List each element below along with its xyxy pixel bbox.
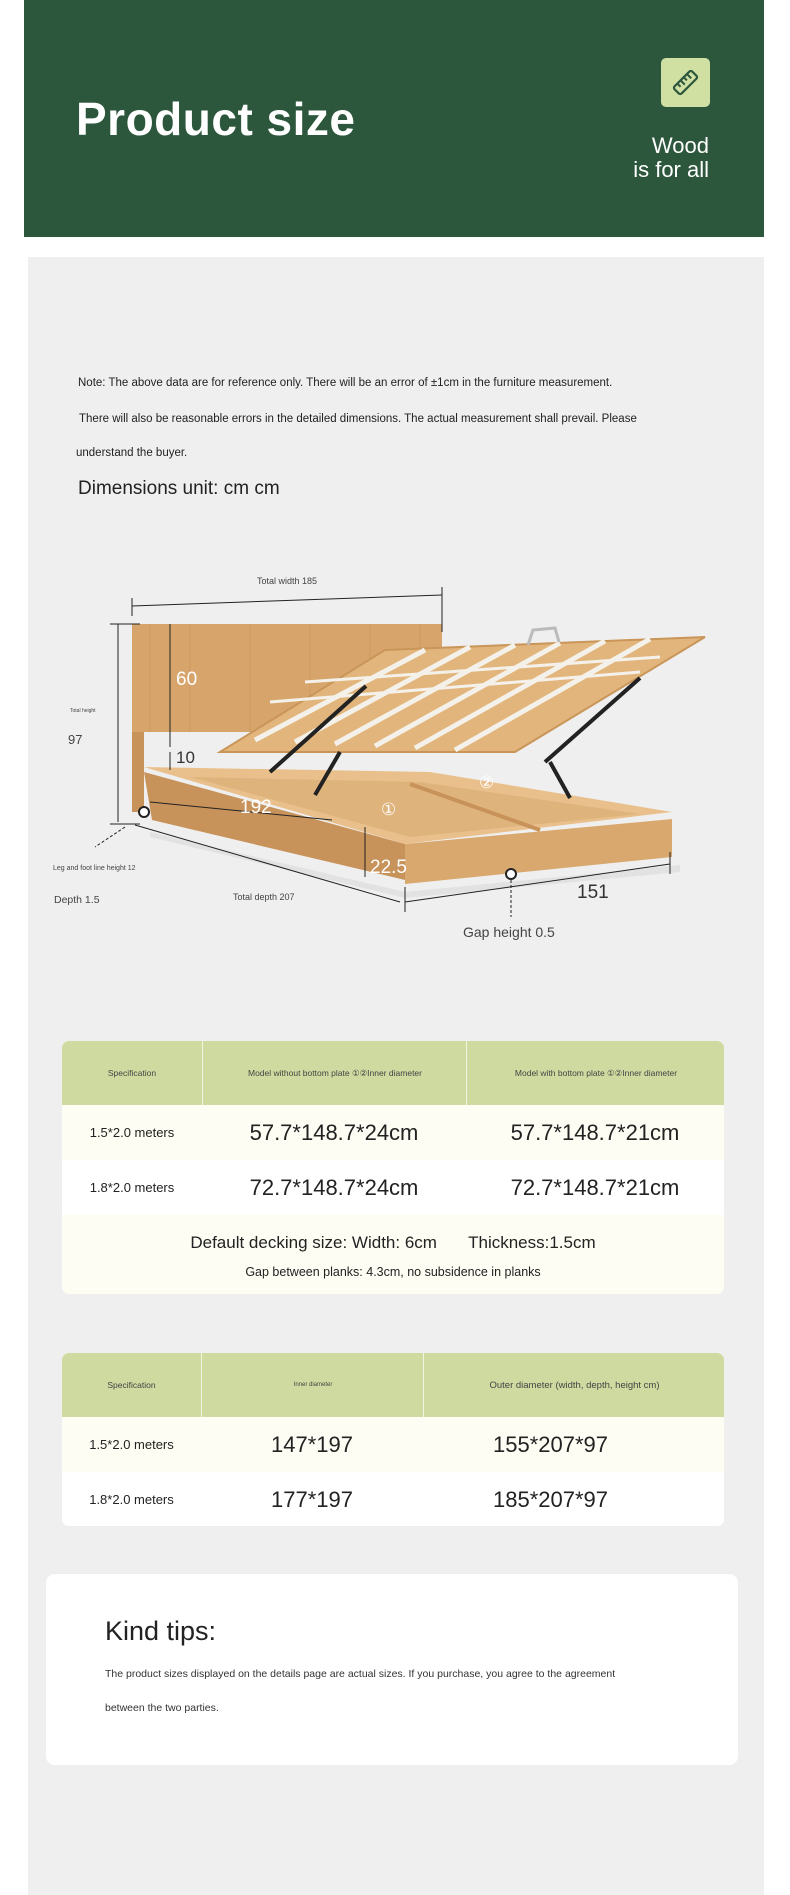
header-specification: Specification bbox=[107, 1380, 156, 1390]
row-spec: 1.5*2.0 meters bbox=[89, 1437, 174, 1452]
decking-size-line bbox=[62, 1233, 724, 1253]
table-row bbox=[62, 1105, 724, 1160]
kind-tips-card bbox=[46, 1574, 738, 1765]
tagline-line-1: Wood bbox=[651, 133, 709, 158]
header-with-bottom-plate: Model with bottom plate ①②Inner diameter bbox=[466, 1041, 724, 1105]
note-line-2: There will also be reasonable errors in the detailed dimensions. The actual measurement shall prevail. Please bbox=[79, 413, 637, 425]
page-title: Product size bbox=[76, 93, 356, 145]
row-spec: 1.8*2.0 meters bbox=[89, 1492, 174, 1507]
row-inner: 147*197 bbox=[271, 1431, 353, 1457]
table-row bbox=[62, 1472, 724, 1526]
table-header bbox=[62, 1041, 724, 1105]
row-outer: 185*207*97 bbox=[492, 1486, 608, 1512]
bed-length-label: 192 bbox=[240, 797, 272, 818]
tips-title: Kind tips: bbox=[105, 1616, 217, 1646]
bed-width-label: 151 bbox=[577, 882, 609, 903]
header-outer-diameter: Outer diameter (width, depth, height cm) bbox=[423, 1353, 724, 1417]
headboard-height-label: 60 bbox=[176, 669, 198, 690]
decking-size: Default decking size: Width: 6cm bbox=[190, 1233, 437, 1252]
row-spec: 1.5*2.0 meters bbox=[89, 1125, 175, 1140]
row-without-plate: 57.7*148.7*24cm bbox=[249, 1119, 419, 1145]
header-banner bbox=[24, 0, 764, 237]
side-height-label: 22.5 bbox=[370, 857, 407, 878]
decking-thickness: Thickness:1.5cm bbox=[468, 1233, 596, 1252]
compartment-2-label: ② bbox=[479, 773, 495, 792]
ruler-icon bbox=[661, 58, 710, 107]
total-width-label: Total width 185 bbox=[257, 576, 318, 586]
tagline-line-2: is for all bbox=[633, 157, 709, 182]
header-specification: Specification bbox=[107, 1068, 157, 1078]
brand-tagline bbox=[633, 134, 709, 182]
row-without-plate: 72.7*148.7*24cm bbox=[249, 1174, 419, 1200]
row-with-plate: 57.7*148.7*21cm bbox=[510, 1119, 680, 1145]
header-without-bottom-plate: Model without bottom plate ①②Inner diameter bbox=[202, 1041, 467, 1105]
row-with-plate: 72.7*148.7*21cm bbox=[510, 1174, 680, 1200]
plank-gap-note: Gap between planks: 4.3cm, no subsidence in planks bbox=[245, 1265, 541, 1279]
total-depth-label: Total depth 207 bbox=[233, 892, 295, 902]
depth-label: Depth 1.5 bbox=[54, 894, 100, 906]
bed-illustration bbox=[40, 562, 720, 952]
row-outer: 155*207*97 bbox=[492, 1431, 608, 1457]
inner-diameter-table bbox=[62, 1041, 724, 1294]
table-row bbox=[62, 1160, 724, 1215]
total-height-value: 97 bbox=[68, 732, 83, 747]
row-spec: 1.8*2.0 meters bbox=[89, 1180, 175, 1195]
leg-height-label: Leg and foot line height 12 bbox=[53, 865, 136, 872]
row-inner: 177*197 bbox=[271, 1486, 353, 1512]
header-inner-diameter: Inner diameter bbox=[201, 1353, 424, 1417]
gap-under-headboard-label: 10 bbox=[176, 748, 195, 767]
total-height-label: Total height bbox=[70, 708, 96, 714]
tips-line-1: The product sizes displayed on the details page are actual sizes. If you purchase, you agree to the agreement bbox=[105, 1668, 616, 1680]
tips-line-2: between the two parties. bbox=[105, 1702, 219, 1714]
gap-height-label: Gap height 0.5 bbox=[463, 924, 555, 940]
table-row bbox=[62, 1417, 724, 1472]
outer-diameter-table bbox=[62, 1353, 724, 1526]
compartment-1-label: ① bbox=[381, 800, 397, 819]
note-line-3: understand the buyer. bbox=[76, 447, 188, 459]
table-header bbox=[62, 1353, 724, 1417]
dimensions-unit: Dimensions unit: cm cm bbox=[78, 478, 280, 499]
note-line-1: Note: The above data are for reference only. There will be an error of ±1cm in the furniture measurement. bbox=[78, 377, 613, 389]
bed-dimension-diagram bbox=[40, 562, 720, 952]
